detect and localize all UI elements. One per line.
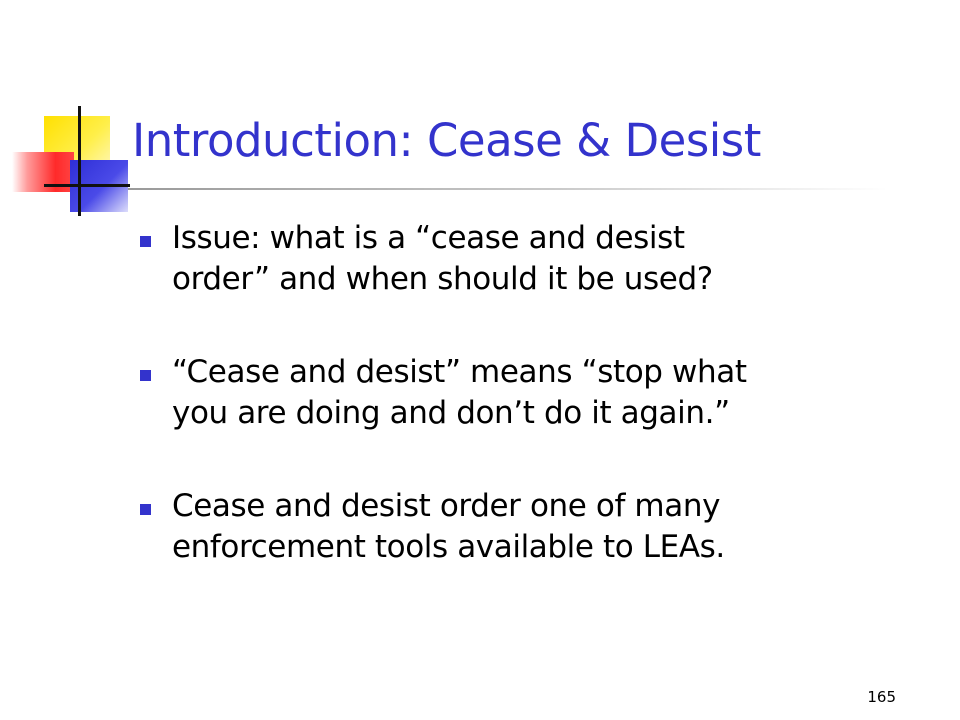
bullet-square-icon <box>140 236 151 247</box>
page-number: 165 <box>867 688 896 706</box>
slide-title: Introduction: Cease & Desist <box>132 114 761 167</box>
bullet-text-line: Issue: what is a “cease and desist <box>172 220 685 256</box>
logo-vertical-line <box>78 106 81 216</box>
bullet-text-line: you are doing and don’t do it again.” <box>172 395 730 431</box>
bullet-item <box>140 352 930 434</box>
bullet-text-line: Cease and desist order one of many <box>172 488 721 524</box>
bullet-square-icon <box>140 370 151 381</box>
bullet-text-line: enforcement tools available to LEAs. <box>172 529 725 565</box>
bullet-square-icon <box>140 504 151 515</box>
bullet-item <box>140 218 930 300</box>
bullet-item <box>140 486 930 568</box>
bullet-text-line: order” and when should it be used? <box>172 261 713 297</box>
logo-graphic <box>0 0 140 230</box>
logo-horizontal-line <box>44 184 130 187</box>
title-underline <box>128 188 888 190</box>
bullet-text-line: “Cease and desist” means “stop what <box>172 354 747 390</box>
bullet-list <box>140 218 930 620</box>
